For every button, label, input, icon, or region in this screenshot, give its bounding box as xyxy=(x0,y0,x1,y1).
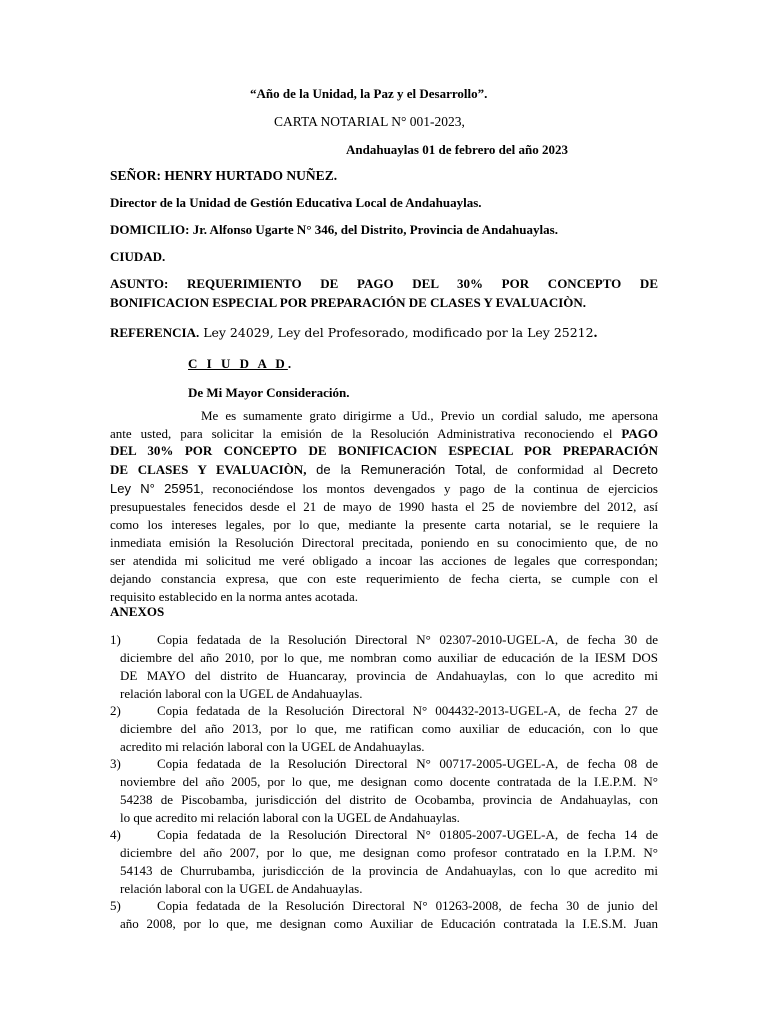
body-text-run: Ley N° 25951 xyxy=(110,481,201,496)
annex-line: 54143 de Churrubamba, jurisdicción de la provincia de Andahuaylas, con lo que acredito mi xyxy=(120,863,658,878)
reference-end: . xyxy=(593,325,598,341)
body-text-run: , reconociéndose los montos devengados y pago de la continua de ejercicios xyxy=(200,481,658,496)
annex-line: relación laboral con la UGEL de Andahuaylas. xyxy=(120,881,363,896)
body-text-run: ser atendida mi solicitud me veré obligado a incoar las acciones de legales que correspondan; xyxy=(110,553,658,568)
body-line xyxy=(110,426,658,442)
body-line xyxy=(110,443,658,459)
annex-number: 3) xyxy=(110,756,121,771)
body-text-run: DEL 30% POR CONCEPTO DE BONIFICACION ESPECIAL POR PREPARACIÓN xyxy=(110,443,658,458)
subject-line-1: ASUNTO: REQUERIMIENTO DE PAGO DEL 30% POR CONCEPTO DE xyxy=(110,276,658,291)
city-spaced xyxy=(188,356,291,372)
annex-line: Copia fedatada de la Resolución Directoral N° 01805-2007-UGEL-A, de fecha 14 de xyxy=(157,827,658,842)
body-line xyxy=(110,462,658,478)
addressee-position: Director de la Unidad de Gestión Educativa Local de Andahuaylas. xyxy=(110,195,482,210)
city-spaced-text: C I U D A D xyxy=(188,356,288,371)
body-text-run: como los intereses legales, por lo que, mediante la presente carta notarial, se le requiere la xyxy=(110,517,658,532)
addressee-city: CIUDAD. xyxy=(110,249,166,264)
body-line xyxy=(110,553,658,569)
body-text-run: requisito establecido en la norma antes acotada. xyxy=(110,589,358,604)
annex-line: lo que acredito mi relación laboral con la UGEL de Andahuaylas. xyxy=(120,810,460,825)
body-line xyxy=(110,481,658,497)
body-text-run: ante usted, para solicitar la emisión de la Resolución Administrativa reconociendo el xyxy=(110,426,622,441)
year-motto: “Año de la Unidad, la Paz y el Desarrollo”. xyxy=(250,86,488,101)
reference-label: REFERENCIA. xyxy=(110,325,200,340)
body-text-run: , de conformidad al xyxy=(482,462,613,477)
annex-line: diciembre del año 2013, por lo que, me ratifican como auxiliar de educación, con lo que xyxy=(120,721,658,736)
annex-line: acredito mi relación laboral con la UGEL de Andahuaylas. xyxy=(120,739,425,754)
body-line xyxy=(201,408,658,424)
annex-line: relación laboral con la UGEL de Andahuaylas. xyxy=(120,686,363,701)
body-line xyxy=(110,589,658,605)
body-line xyxy=(110,535,658,551)
annex-number: 2) xyxy=(110,703,121,718)
annex-number: 1) xyxy=(110,632,121,647)
annex-line: 54238 de Piscobamba, jurisdicción del distrito de Ocobamba, provincia de Andahuaylas, con xyxy=(120,792,658,807)
annex-line: DE MAYO del distrito de Huancaray, provincia de Andahuaylas, con lo que acredito mi xyxy=(120,668,658,683)
body-line xyxy=(110,571,658,587)
body-line xyxy=(110,517,658,533)
addressee-name: SEÑOR: HENRY HURTADO NUÑEZ. xyxy=(110,168,338,183)
body-text-run: presupuestales fenecidos desde el 21 de mayo de 1990 hasta el 25 de noviembre del 2012, así xyxy=(110,499,658,514)
body-text-run: inmediata emisión la Resolución Directoral precitada, poniendo en su conocimiento que, de no xyxy=(110,535,658,550)
body-text-run: Me es sumamente grato dirigirme a Ud., Previo un cordial saludo, me apersona xyxy=(201,408,658,423)
body-text-run: PAGO xyxy=(621,426,658,441)
annex-line: diciembre del año 2007, por lo que, me designan como profesor contratado en la I.P.M. N° xyxy=(120,845,658,860)
annex-line: año 2008, por lo que, me designan como Auxiliar de Educación contratada la I.E.S.M. Juan xyxy=(120,916,658,931)
greeting: De Mi Mayor Consideración. xyxy=(188,385,350,400)
body-text-run: de la Remuneración Total xyxy=(316,462,483,477)
annex-line: Copia fedatada de la Resolución Directoral N° 02307-2010-UGEL-A, de fecha 30 de xyxy=(157,632,658,647)
place-date: Andahuaylas 01 de febrero del año 2023 xyxy=(346,142,568,157)
annexes-title: ANEXOS xyxy=(110,604,165,619)
annex-line: noviembre del año 2005, por lo que, me designan como docente contratada de la I.E.P.M. N° xyxy=(120,774,658,789)
addressee-address: DOMICILIO: Jr. Alfonso Ugarte N° 346, del Distrito, Provincia de Andahuaylas. xyxy=(110,222,558,237)
letter-number: CARTA NOTARIAL N° 001-2023, xyxy=(274,114,465,129)
annex-line: diciembre del año 2010, por lo que, me nombran como auxiliar de educación de la IESM DOS xyxy=(120,650,658,665)
body-text-run: DE CLASES Y EVALUACIÒN, xyxy=(110,462,317,477)
city-spaced-end: . xyxy=(287,356,292,371)
annex-line: Copia fedatada de la Resolución Directoral N° 004432-2013-UGEL-A, de fecha 27 de xyxy=(157,703,658,718)
body-text-run: Decreto xyxy=(612,462,658,477)
body-text-run: dejando constancia expresa, que con este requerimiento de fecha cierta, se cumple con el xyxy=(110,571,658,586)
annex-line: Copia fedatada de la Resolución Directoral N° 01263-2008, de fecha 30 de junio del xyxy=(157,898,658,913)
subject-line-2: BONIFICACION ESPECIAL POR PREPARACIÓN DE CLASES Y EVALUACIÒN. xyxy=(110,295,587,310)
reference xyxy=(110,325,597,341)
annex-number: 4) xyxy=(110,827,121,842)
annex-line: Copia fedatada de la Resolución Directoral N° 00717-2005-UGEL-A, de fecha 08 de xyxy=(157,756,658,771)
body-line xyxy=(110,499,658,515)
annex-number: 5) xyxy=(110,898,121,913)
reference-text: Ley 24029, Ley del Profesorado, modificado por la Ley 25212 xyxy=(199,325,594,340)
